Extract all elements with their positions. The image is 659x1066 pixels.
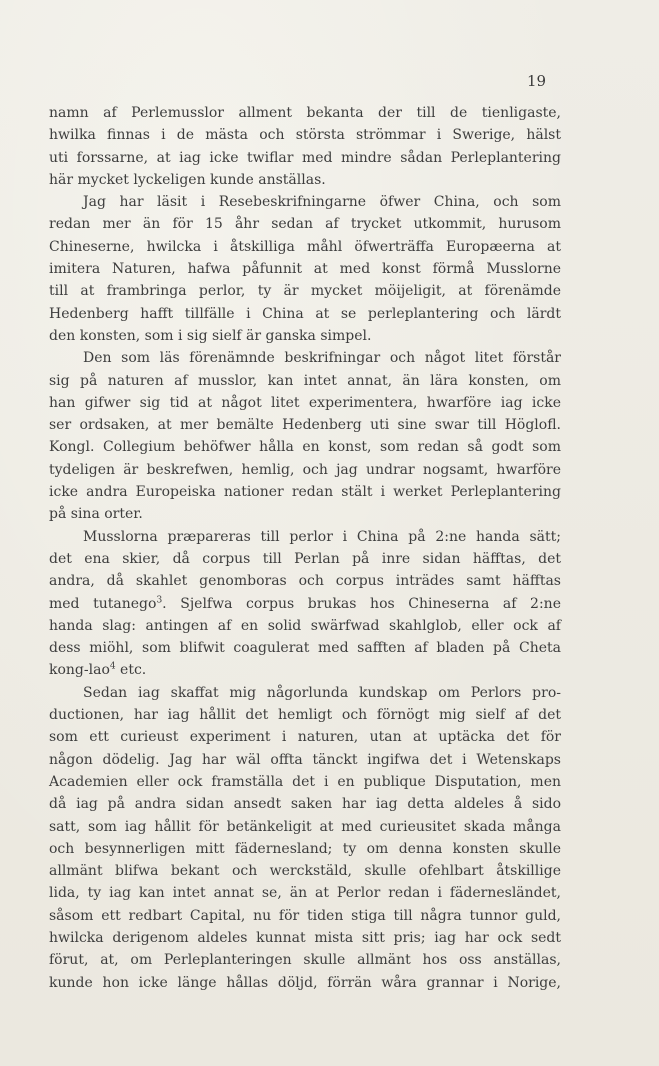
text-line-content: andra, då skahlet genomboras och corpus inträdes samt häfftas (49, 573, 561, 590)
text-line (49, 436, 561, 458)
text-line (49, 325, 561, 347)
text-line-content: någon dödelig. Jag har wäl offta tänckt ingifwa det i Wetenskaps (49, 751, 561, 768)
text-line-content: här mycket lyckeligen kunde anställas. (49, 171, 326, 188)
text-line-content: Den som läs förenämnde beskrifningar och något litet förstår (83, 350, 561, 367)
text-line (49, 570, 561, 592)
text-line (49, 414, 561, 436)
text-line-content: med tutanego (49, 595, 157, 612)
text-line-content: Jag har läsit i Resebeskrifningarne öfwer China, och som (83, 194, 561, 211)
text-line (49, 659, 561, 681)
text-line (49, 280, 561, 302)
text-line-content: Kongl. Collegium behöfwer hålla en konst, som redan så godt som (49, 439, 561, 456)
text-line-content: till at frambringa perlor, ty är mycket möijeligit, at förenämde (49, 283, 561, 300)
text-line-content: kong-lao (49, 662, 110, 679)
text-line-content: Chineserne, hwilcka i åtskilliga måhl öfwerträffa Europæerna at (49, 238, 561, 255)
footnote-marker: 3 (156, 594, 163, 605)
text-line (49, 838, 561, 860)
text-line (49, 972, 561, 994)
text-line-content: sig på naturen af musslor, kan intet annat, än lära konsten, om (49, 372, 561, 389)
text-line (49, 615, 561, 637)
text-line-content: imitera Naturen, hafwa påfunnit at med konst förmå Musslorne (49, 261, 561, 278)
text-line-content: Hedenberg hafft tillfälle i China at se perleplantering och lärdt (49, 305, 561, 322)
text-line (49, 459, 561, 481)
text-line (49, 503, 561, 525)
text-line-content: det ena skier, då corpus till Perlan på inre sidan häfftas, det (49, 550, 561, 567)
text-line-continuation: etc. (115, 662, 147, 679)
text-line (49, 526, 561, 548)
text-line (49, 593, 561, 615)
text-line-content: satt, som iag hållit för betänkeligit at med curieusitet skada många (49, 818, 561, 835)
body-text (49, 102, 561, 994)
text-line-content: på sina orter. (49, 506, 143, 523)
text-line (49, 191, 561, 213)
text-line-content: och besynnerligen mitt fädernesland; ty om denna konsten skulle (49, 840, 561, 857)
footnote-marker: 4 (109, 661, 116, 672)
text-line (49, 147, 561, 169)
text-line-content: namn af Perlemusslor allment bekanta der till de tienligaste, (49, 105, 561, 121)
text-line (49, 370, 561, 392)
text-line (49, 860, 561, 882)
text-line (49, 236, 561, 258)
text-line-content: dess miöhl, som blifwit coagulerat med safften af bladen på Cheta (49, 640, 561, 657)
text-line (49, 927, 561, 949)
text-line (49, 392, 561, 414)
text-line-content: hwilka finnas i de mästa och största strömmar i Swerige, hälst (49, 127, 561, 144)
text-line (49, 303, 561, 325)
page-number: 19 (527, 72, 547, 90)
text-line-content: redan mer än för 15 åhr sedan af trycket utkommit, hurusom (49, 216, 561, 233)
text-line-content: Academien eller ock framställa det i en publique Disputation, men (49, 773, 561, 790)
text-line-content: då iag på andra sidan ansedt saken har iag detta aldeles å sido (49, 796, 561, 813)
text-line-content: kunde hon icke länge hållas döljd, förrän wåra grannar i Norige, (49, 974, 561, 991)
text-line-content: hwilcka derigenom aldeles kunnat mista sitt pris; iag har ock sedt (49, 929, 561, 946)
text-line (49, 347, 561, 369)
text-line-content: lida, ty iag kan intet annat se, än at Perlor redan i fädernesländet, (49, 885, 561, 902)
text-line-content: icke andra Europeiska nationer redan stält i werket Perleplantering (49, 484, 561, 501)
text-line (49, 793, 561, 815)
text-line-content: förut, at, om Perleplanteringen skulle allmänt hos oss anställas, (49, 952, 561, 969)
text-line-content: den konsten, som i sig sielf är ganska simpel. (49, 327, 372, 344)
text-line-content: uti forssarne, at iag icke twiflar med mindre sådan Perleplantering (49, 149, 561, 166)
text-line-content: Musslorna præpareras till perlor i China på 2:ne handa sätt; (83, 528, 561, 545)
text-line (49, 102, 561, 124)
text-line (49, 682, 561, 704)
text-line (49, 749, 561, 771)
text-line (49, 816, 561, 838)
text-line-content: som ett curieust experiment i naturen, utan at uptäcka det för (49, 729, 561, 746)
text-line-content: såsom ett redbart Capital, nu för tiden stiga till några tunnor guld, (49, 907, 561, 924)
text-line (49, 949, 561, 971)
text-line (49, 771, 561, 793)
text-line (49, 258, 561, 280)
text-line-content: allmänt blifwa bekant och werckstäld, skulle ofehlbart åtskillige (49, 863, 561, 880)
text-line-content: han gifwer sig tid at något litet experimentera, hwarföre iag icke (49, 394, 561, 411)
text-line-content: ductionen, har iag hållit det hemligt och förnögt mig sielf af det (49, 707, 561, 724)
text-line (49, 882, 561, 904)
text-line (49, 124, 561, 146)
text-line-continuation: . Sjelfwa corpus brukas hos Chineserna af 2:ne (162, 595, 561, 612)
text-line (49, 213, 561, 235)
text-line (49, 726, 561, 748)
text-line (49, 637, 561, 659)
text-line (49, 704, 561, 726)
text-line (49, 905, 561, 927)
text-line-content: tydeligen är beskrefwen, hemlig, och jag undrar nogsamt, hwarföre (49, 461, 561, 478)
text-line-content: ser ordsaken, at mer bemälte Hedenberg uti sine swar till Höglofl. (49, 417, 561, 434)
text-line-content: handa slag: antingen af en solid swärfwad skahlglob, eller ock af (49, 617, 561, 634)
text-line (49, 548, 561, 570)
text-line (49, 481, 561, 503)
text-line-content: Sedan iag skaffat mig någorlunda kundskap om Perlors pro- (83, 684, 561, 701)
text-line (49, 169, 561, 191)
